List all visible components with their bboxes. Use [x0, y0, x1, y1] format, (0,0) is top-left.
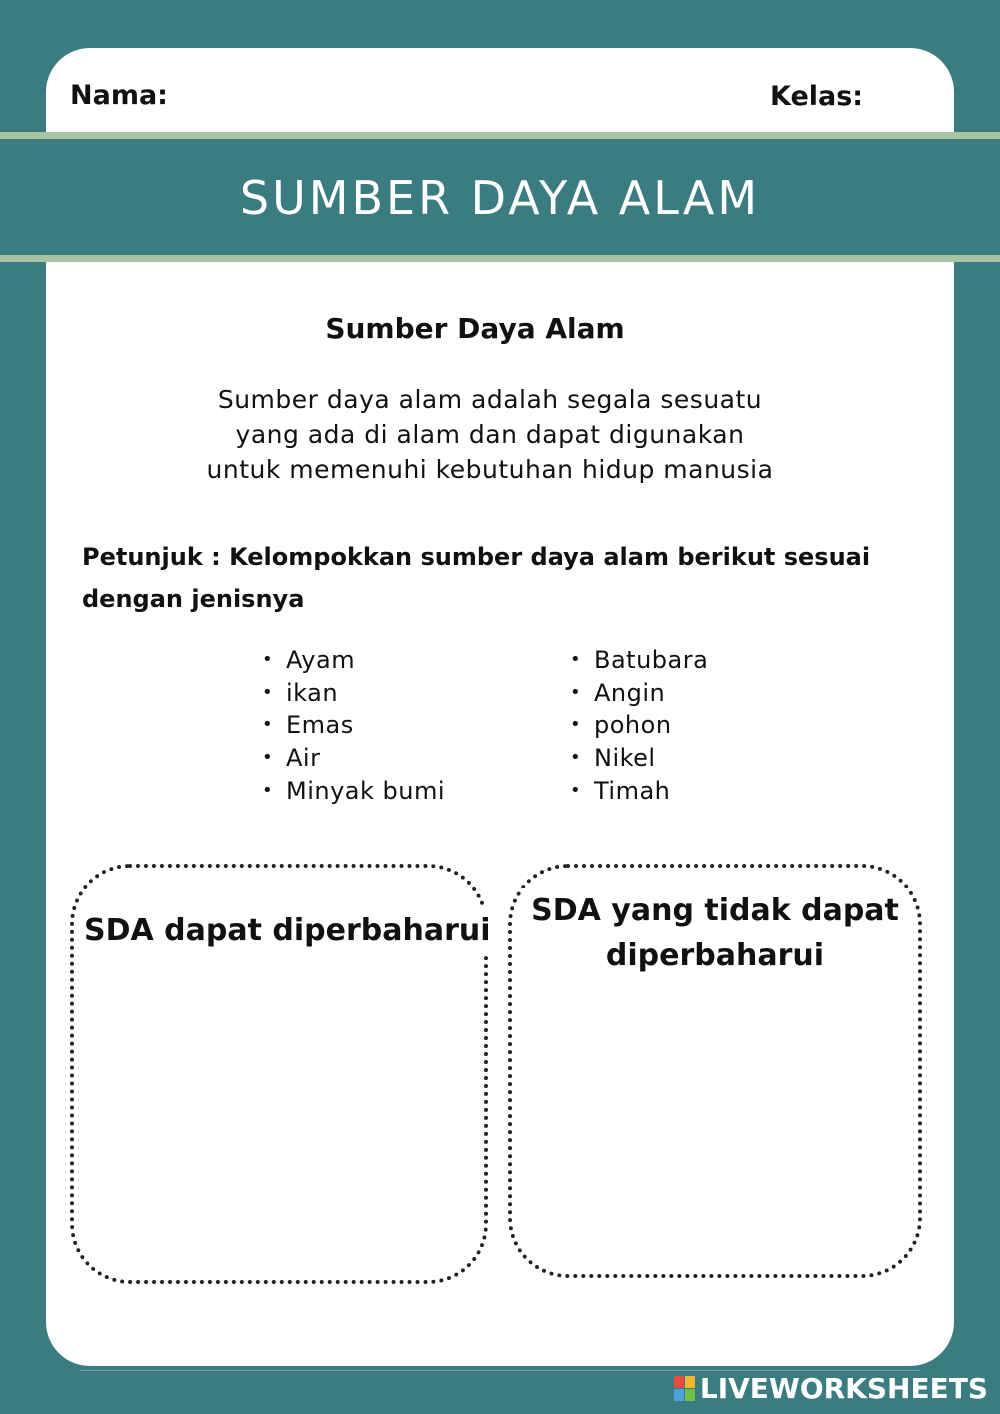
list-item: • Nikel [568, 742, 708, 775]
nonrenewable-drop-zone[interactable] [508, 864, 922, 1278]
definition-text [170, 382, 810, 487]
brand-text: LIVEWORKSHEETS [699, 1372, 988, 1405]
instruction-text: Petunjuk : Kelompokkan sumber daya alam berikut sesuai dengan jenisnya [82, 543, 871, 613]
list-item: • Ayam [260, 644, 445, 677]
renewable-drop-zone[interactable] [70, 864, 491, 1284]
footer-divider [80, 1370, 920, 1371]
title-banner [0, 139, 1000, 255]
liveworksheets-logo-icon [674, 1376, 696, 1402]
class-label: Kelas: [770, 81, 864, 112]
definition-line: yang ada di alam dan dapat digunakan [235, 420, 745, 449]
banner-bottom-line [0, 255, 1000, 262]
definition-line: untuk memenuhi kebutuhan hidup manusia [206, 455, 774, 484]
renewable-title: SDA dapat diperbaharui [80, 908, 495, 953]
list-item: • pohon [568, 709, 708, 742]
nonrenewable-title: SDA yang tidak dapat diperbaharui [522, 888, 908, 978]
brand-watermark [674, 1372, 988, 1405]
list-item: • Timah [568, 775, 708, 808]
banner-top-line [0, 132, 1000, 139]
resource-list-right [568, 644, 708, 808]
list-item: • Angin [568, 677, 708, 710]
resource-list-left [260, 644, 445, 808]
section-title: Sumber Daya Alam [325, 312, 625, 345]
banner-title: SUMBER DAYA ALAM [239, 171, 761, 225]
name-label: Nama: [70, 80, 168, 111]
list-item: • ikan [260, 677, 445, 710]
list-item: • Emas [260, 709, 445, 742]
list-item: • Batubara [568, 644, 708, 677]
list-item: • Air [260, 742, 445, 775]
list-item: • Minyak bumi [260, 775, 445, 808]
definition-line: Sumber daya alam adalah segala sesuatu [217, 385, 763, 414]
